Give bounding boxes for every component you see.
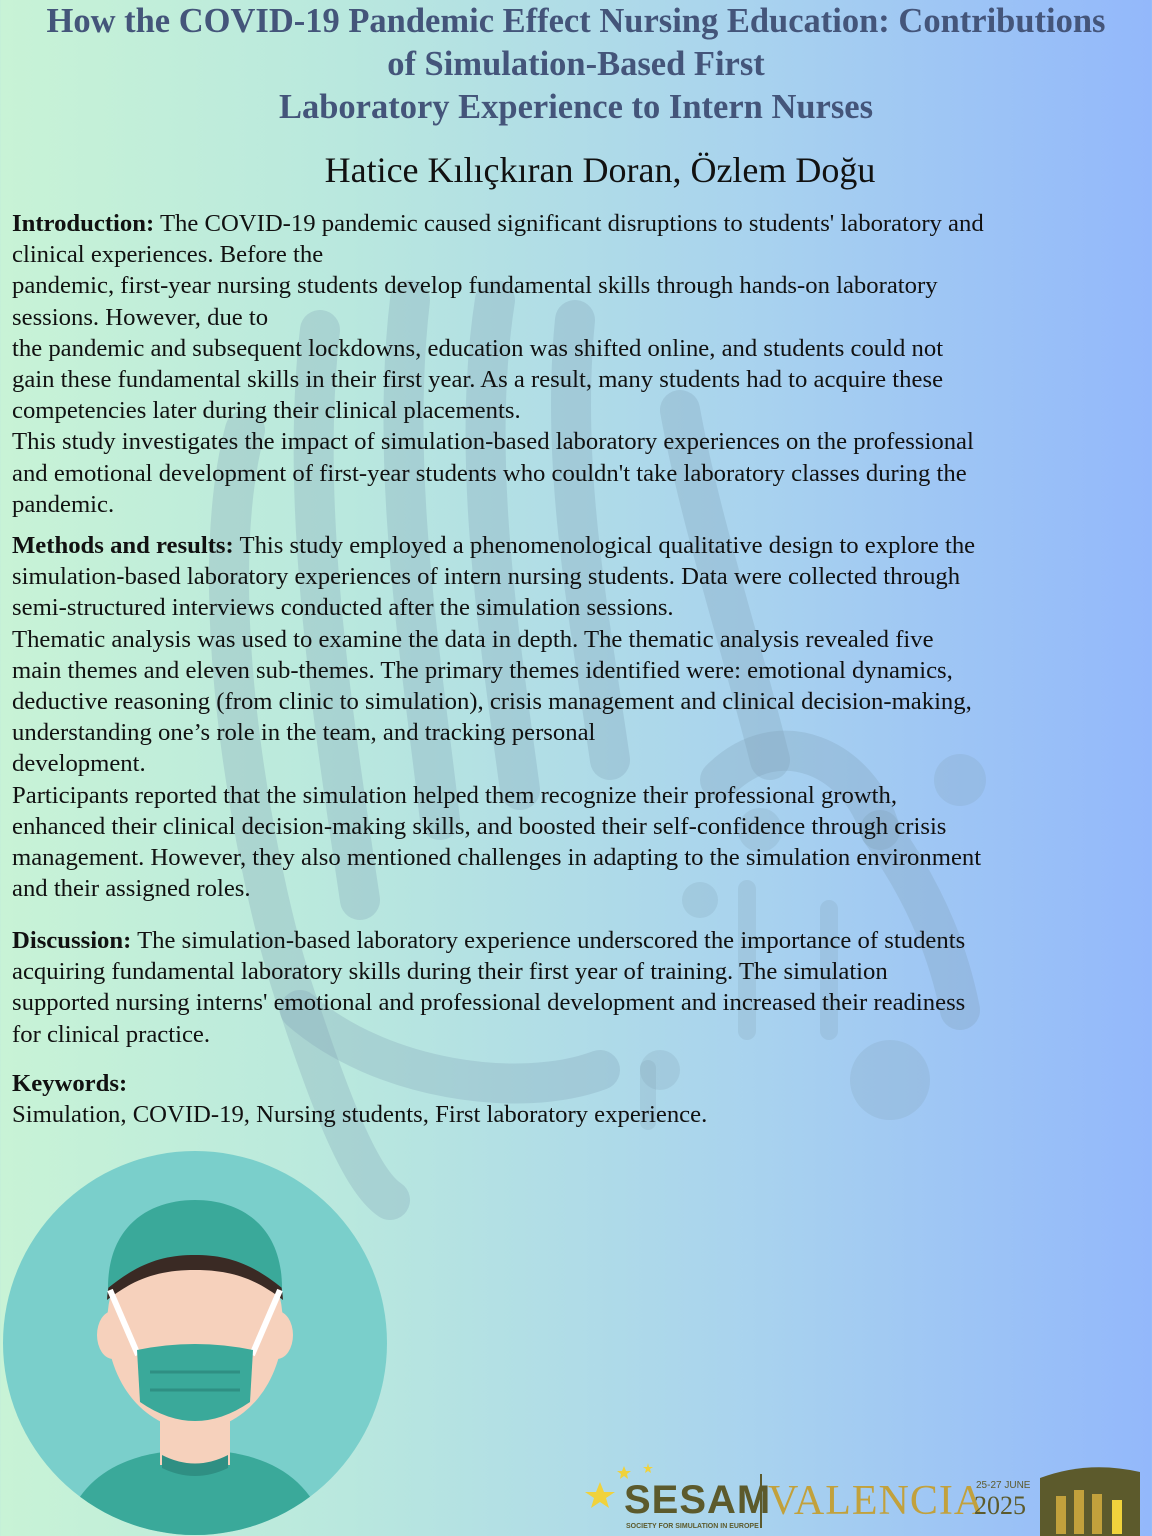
text-line: main themes and eleven sub-themes. The primary themes identified were: emotional dynamics,: [12, 656, 953, 684]
text-line: This study employed a phenomenological qualitative design to explore the: [233, 532, 976, 559]
introduction-section: [12, 208, 1146, 520]
text-line: pandemic.: [12, 490, 115, 518]
text-line: and emotional development of first-year students who couldn't take laboratory classes during the: [12, 459, 967, 487]
text-line: supported nursing interns' emotional and professional development and increased their readiness: [12, 989, 966, 1017]
text-line: gain these fundamental skills in their first year. As a result, many students had to acquire these: [12, 366, 944, 394]
text-line: This study investigates the impact of simulation-based laboratory experiences on the professional: [12, 428, 974, 456]
title-line: How the COVID-19 Pandemic Effect Nursing Education: Contributions: [46, 2, 1106, 40]
event-year: 2025: [974, 1491, 1026, 1520]
section-heading: Introduction:: [12, 210, 155, 237]
text-line: Thematic analysis was used to examine the data in depth. The thematic analysis revealed five: [12, 625, 934, 653]
text-line: The COVID-19 pandemic caused significant disruptions to students' laboratory and: [154, 210, 984, 237]
keywords-section: [12, 1068, 1146, 1130]
text-line: Participants reported that the simulation helped them recognize their professional growth,: [12, 781, 898, 809]
section-heading: Keywords:: [12, 1070, 128, 1097]
text-line: pandemic, first-year nursing students develop fundamental skills through hands-on laboratory: [12, 272, 938, 300]
sesam-subtitle: SOCIETY FOR SIMULATION IN EUROPE: [626, 1523, 759, 1530]
hospital-building-icon: [1040, 1467, 1140, 1536]
text-line: clinical experiences. Before the: [12, 241, 324, 269]
authors: Hatice Kılıçkıran Doran, Özlem Doğu: [324, 150, 876, 190]
keywords-text: Simulation, COVID-19, Nursing students, First laboratory experience.: [12, 1101, 708, 1129]
text-line: for clinical practice.: [12, 1020, 211, 1048]
text-line: The simulation-based laboratory experience underscored the importance of students: [131, 927, 966, 954]
section-heading: Methods and results:: [12, 532, 234, 559]
sesam-valencia-logo: [578, 1460, 1152, 1536]
discussion-section: [12, 925, 1146, 1050]
text-line: sessions. However, due to: [12, 303, 269, 331]
text-line: management. However, they also mentioned challenges in adapting to the simulation environment: [12, 844, 982, 872]
title-line: of Simulation-Based First: [387, 45, 765, 83]
sesam-wordmark: SESAM: [624, 1478, 772, 1522]
text-line: understanding one’s role in the team, and tracking personal: [12, 719, 596, 747]
section-heading: Discussion:: [12, 927, 132, 954]
event-dates: 25-27 JUNE: [976, 1480, 1031, 1491]
nurse-avatar-icon: [0, 1150, 390, 1536]
text-line: the pandemic and subsequent lockdowns, education was shifted online, and students could not: [12, 334, 944, 362]
text-line: acquiring fundamental laboratory skills during their first year of training. The simulation: [12, 958, 888, 986]
methods-section: [12, 530, 1146, 904]
text-line: deductive reasoning (from clinic to simulation), crisis management and clinical decision-making,: [12, 688, 972, 716]
text-line: development.: [12, 750, 146, 778]
text-line: competencies later during their clinical placements.: [12, 397, 521, 425]
text-line: simulation-based laboratory experiences of intern nursing students. Data were collected through: [12, 563, 961, 591]
title-line: Laboratory Experience to Intern Nurses: [278, 88, 874, 126]
poster-title: [0, 0, 1152, 129]
text-line: and their assigned roles.: [12, 875, 251, 903]
text-line: enhanced their clinical decision-making skills, and boosted their self-confidence through crisis: [12, 812, 947, 840]
text-line: semi-structured interviews conducted after the simulation sessions.: [12, 594, 674, 622]
valencia-wordmark: VALENCIA: [768, 1478, 986, 1524]
